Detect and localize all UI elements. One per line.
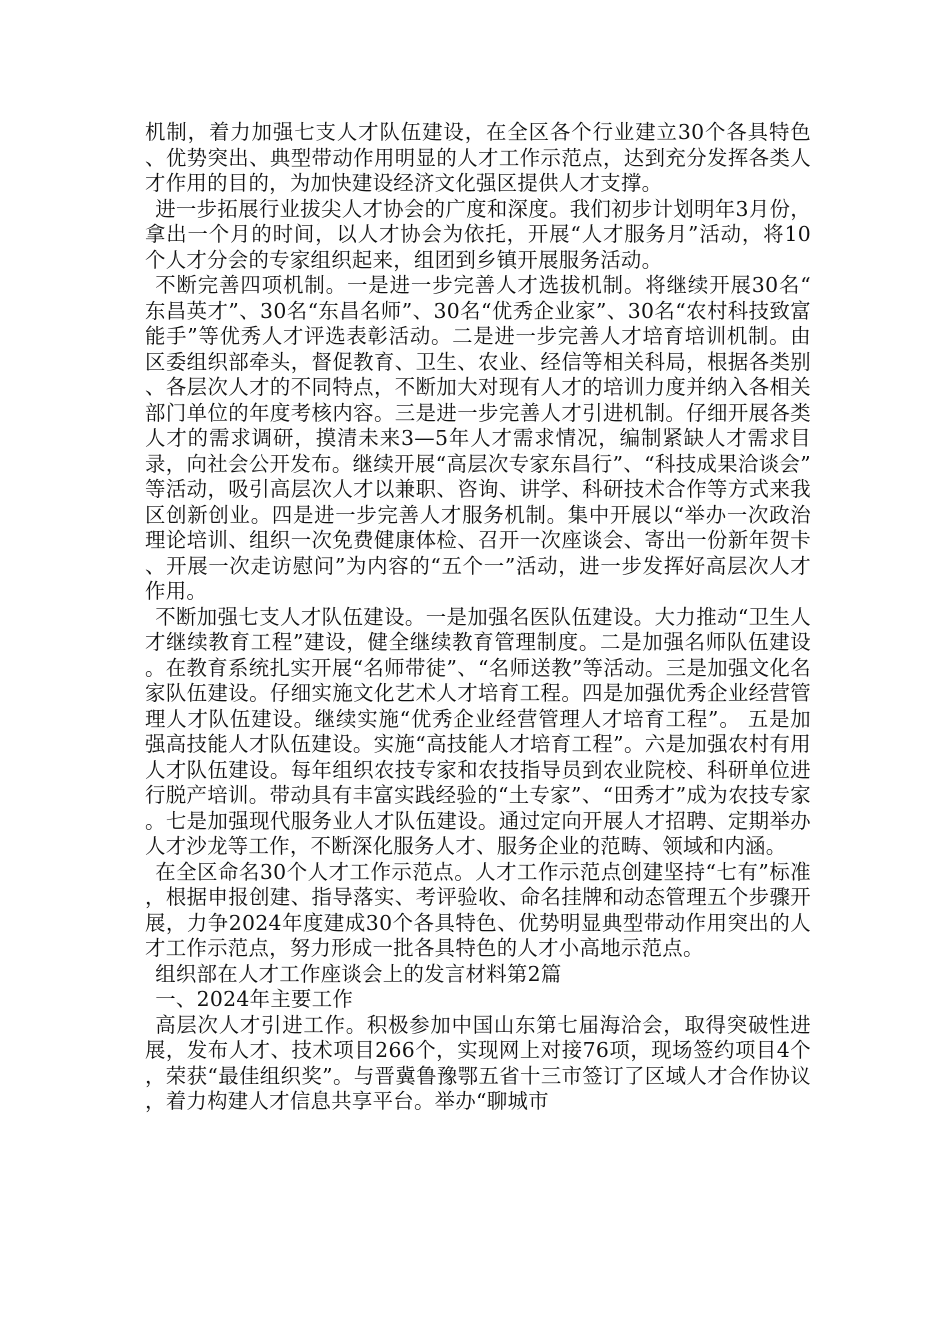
paragraph-high-level-talent: 高层次人才引进工作。积极参加中国山东第七届海洽会，取得突破性进展，发布人才、技术项目266个，实现网上对接76项，现场签约项目4个，荣获“最佳组织奖”。与晋冀鲁豫鄂五省十三市签订了区域人才合作协议，着力构建人才信息共享平台。举办“聊城市	[145, 1012, 811, 1113]
section-title: 组织部在人才工作座谈会上的发言材料第2篇	[155, 961, 562, 986]
subsection-title: 一、2024年主要工作	[155, 987, 354, 1011]
paragraph-talent-association: 进一步拓展行业拔尖人才协会的广度和深度。我们初步计划明年3月份，拿出一个月的时间，以人才协会为依托，开展“人才服务月”活动，将10个人才分会的专家组织起来，组团到乡镇开展服务活动。	[145, 196, 811, 272]
paragraph-four-mechanisms: 不断完善四项机制。一是进一步完善人才选拔机制。将继续开展30名“东昌英才”、30名“东昌名师”、30名“优秀企业家”、30名“农村科技致富能手”等优秀人才评选表彰活动。二是进一步完善人才培育培训机制。由区委组织部牵头，督促教育、卫生、农业、经信等相关科局，根据各类别、各层次人才的不同特点，不断加大对现有人才的培训力度并纳入各相关部门单位的年度考核内容。三是进一步完善人才引进机制。仔细开展各类人才的需求调研，摸清未来3—5年人才需求情况，编制紧缺人才需求目录，向社会公开发布。继续开展“高层次专家东昌行”、“科技成果洽谈会”等活动，吸引高层次人才以兼职、咨询、讲学、科研技术合作等方式来我区创新创业。四是进一步完善人才服务机制。集中开展以“举办一次政治理论培训、组织一次免费健康体检、召开一次座谈会、寄出一份新年贺卡、开展一次走访慰问”为内容的“五个一”活动，进一步发挥好高层次人才作用。	[145, 273, 811, 603]
document-page	[145, 120, 811, 1115]
paragraph-demonstration-sites: 在全区命名30个人才工作示范点。人才工作示范点创建坚持“七有”标准，根据申报创建、指导落实、考评验收、命名挂牌和动态管理五个步骤开展，力争2024年度建成30个各具特色、优势明显典型带动作用突出的人才工作示范点，努力形成一批各具特色的人才小高地示范点。	[145, 859, 811, 960]
paragraph-continuation: 机制，着力加强七支人才队伍建设，在全区各个行业建立30个各具特色、优势突出、典型带动作用明显的人才工作示范点，达到充分发挥各类人才作用的目的，为加快建设经济文化强区提供人才支撑。	[145, 120, 811, 195]
paragraph-seven-teams: 不断加强七支人才队伍建设。一是加强名医队伍建设。大力推动“卫生人才继续教育工程”建设，健全继续教育管理制度。二是加强名师队伍建设。在教育系统扎实开展“名师带徒”、“名师送教”等活动。三是加强文化名家队伍建设。仔细实施文化艺术人才培育工程。四是加强优秀企业经营管理人才队伍建设。继续实施“优秀企业经营管理人才培育工程”。 五是加强高技能人才队伍建设。实施“高技能人才培育工程”。六是加强农村有用人才队伍建设。每年组织农技专家和农技指导员到农业院校、科研单位进行脱产培训。带动具有丰富实践经验的“土专家”、“田秀才”成为农技专家。七是加强现代服务业人才队伍建设。通过定向开展人才招聘、定期举办人才沙龙等工作，不断深化服务人才、服务企业的范畴、领域和内涵。	[145, 604, 811, 858]
